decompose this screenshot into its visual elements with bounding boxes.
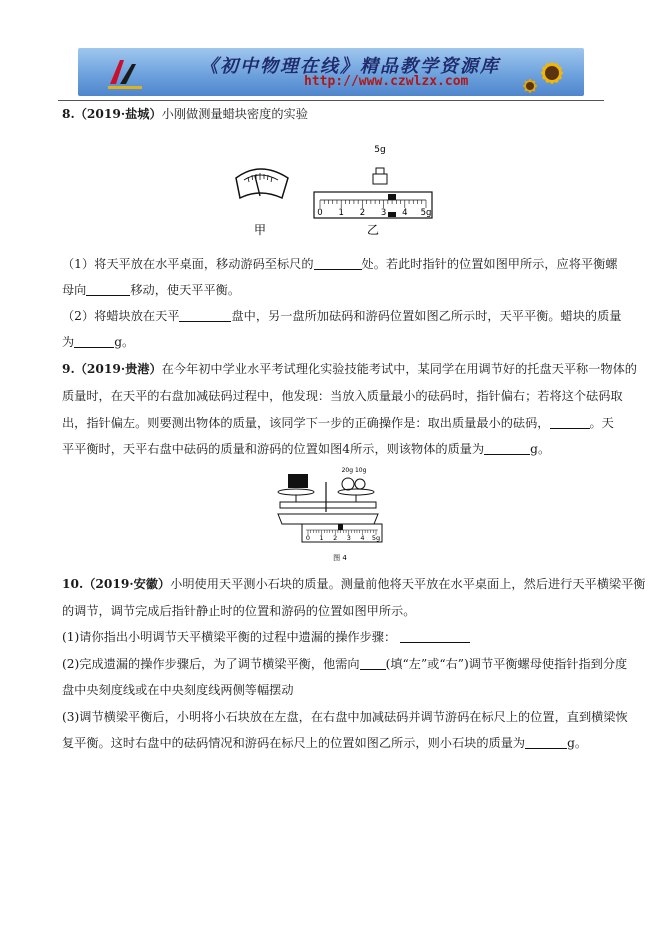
- ruler-tick-label: 0: [317, 208, 323, 218]
- q9-line3: [62, 412, 614, 434]
- rider-icon: [388, 194, 396, 200]
- q9-number: 9.: [62, 362, 75, 376]
- q10-text-1: 小明使用天平测小石块的质量。测量前他将天平放在水平桌面上，然后进行天平横梁平衡: [170, 577, 646, 591]
- q8-source: （2019·盐城）: [74, 107, 162, 121]
- q9-line4: [62, 438, 604, 460]
- q9-line1: [62, 358, 637, 380]
- q8-stem: 小刚做测量蜡块密度的实验: [161, 107, 308, 121]
- q8-part1-text-b: 处。若此时指针的位置如图甲所示，应将平衡螺: [361, 257, 618, 271]
- label-jia: 甲: [253, 223, 267, 237]
- site-title: 《初中物理在线》精品教学资源库: [200, 56, 500, 77]
- ruler-tick-label: 1: [319, 534, 324, 542]
- q9-text-4b: g。: [530, 442, 551, 456]
- weight-label: 5g: [374, 145, 386, 155]
- q8-blank-4[interactable]: [74, 333, 114, 348]
- q8-blank-1[interactable]: [314, 255, 362, 270]
- q8-part2-line1: [62, 305, 622, 327]
- q8-part1-text-a: （1）将天平放在水平桌面，移动游码至标尺的: [62, 257, 314, 271]
- q10-line1: [62, 573, 646, 595]
- sunflower-icon: [522, 50, 578, 96]
- q10-source: （2019·安徽）: [83, 577, 171, 591]
- q8-part2-text-a: （2）将蜡块放在天平: [62, 309, 180, 323]
- ruler-tick-label: 4: [402, 208, 408, 218]
- weight-icon-10g: [355, 479, 365, 489]
- q8-part1-line1: [62, 253, 618, 275]
- weights-label: 20g 10g: [341, 467, 367, 474]
- ruler-tick-label: 2: [333, 534, 338, 542]
- q8-part2-line2: [62, 331, 604, 353]
- q9-blank-2[interactable]: [484, 440, 530, 455]
- label-yi: 乙: [366, 223, 380, 237]
- ruler-tick-label: 0: [305, 534, 311, 542]
- q10-number: 10.: [62, 577, 84, 591]
- ruler-tick-label: 4: [360, 534, 365, 542]
- q9-text-1: 在今年初中学业水平考试理化实验技能考试中，某同学在用调节好的托盘天平称一物体的: [161, 362, 637, 376]
- header-banner: [78, 48, 584, 96]
- q9-text-4a: 平平衡时，天平右盘中砝码的质量和游码的位置如图4所示，则该物体的质量为: [62, 442, 485, 456]
- dial-scale-figure: [236, 169, 288, 237]
- weight-icon: [373, 174, 387, 184]
- q10-part2-line1: [62, 653, 628, 675]
- q9-line2: [62, 385, 623, 407]
- q8-blank-3[interactable]: [179, 307, 231, 322]
- ruler-tick-label: 5g: [371, 534, 381, 542]
- ruler-tick-label: 5g: [420, 208, 432, 218]
- q8-part1-text-c: 母向: [62, 283, 87, 297]
- object-block-icon: [288, 474, 308, 488]
- q8-blank-2[interactable]: [86, 281, 130, 296]
- q10-part1: [62, 626, 604, 648]
- q10-line2: [62, 600, 604, 622]
- q10-part3-text-c: g。: [567, 736, 588, 750]
- q10-part3-text-b: 复平衡。这时右盘中的砝码情况和游码在标尺上的位置如图乙所示，则小石块的质量为: [62, 736, 526, 750]
- q8-figure: [230, 140, 440, 240]
- q9-text-3b: 。天: [589, 416, 614, 430]
- q10-part2-text-b: (填“左”或“右”)调节平衡螺母使指针指到分度: [385, 657, 628, 671]
- weight-icon-20g: [342, 478, 354, 490]
- q8-number: 8.: [62, 107, 75, 121]
- q10-part3-line1: [62, 706, 628, 728]
- site-url[interactable]: http://www.czwlzx.com: [304, 74, 469, 89]
- q8-part1-line2: [62, 279, 604, 301]
- q10-part2-line2: [62, 679, 604, 701]
- ruler-tick-label: 3: [346, 534, 351, 542]
- q9-text-3a: 出，指针偏左。则要测出物体的质量，该同学下一步的正确操作是：取出质量最小的砝码，: [62, 416, 550, 430]
- logo-icon: [106, 54, 146, 92]
- q10-blank-1[interactable]: [400, 628, 470, 643]
- q8-part1-text-d: 移动，使天平平衡。: [130, 283, 241, 297]
- q9-blank-1[interactable]: [550, 414, 590, 429]
- q9-text-2: 质量时，在天平的右盘加减砝码过程中，他发现：当放入质量最小的砝码时，指针偏右；若将这个砝码取: [62, 389, 623, 403]
- q9-source: （2019·贵港）: [74, 362, 162, 376]
- q10-part2-text-a: (2)完成遗漏的操作步骤后，为了调节横梁平衡，他需向: [62, 657, 360, 671]
- q10-blank-2[interactable]: [360, 655, 386, 670]
- figure-4-caption: 图 4: [333, 554, 347, 562]
- q10-part3-text-a: (3)调节横梁平衡后，小明将小石块放在左盘，在右盘中加减砝码并调节游码在标尺上的位置，直到横梁恢: [62, 710, 628, 724]
- ruler-tick-label: 1: [338, 208, 344, 218]
- q8-title: [62, 103, 604, 125]
- q10-blank-3[interactable]: [525, 734, 567, 749]
- q10-part1-text: (1)请你指出小明调节天平横梁平衡的过程中遗漏的操作步骤：: [62, 630, 397, 644]
- header-rule: [58, 100, 604, 101]
- ruler-tick-label: 3: [380, 208, 387, 218]
- q8-part2-text-b: 盘中，另一盘所加砝码和游码位置如图乙所示时，天平平衡。蜡块的质量: [231, 309, 622, 323]
- q8-part2-text-c: 为: [62, 335, 75, 349]
- q10-part2-text-c: 盘中央刻度线或在中央刻度线两侧等幅摆动: [62, 683, 294, 697]
- ruler-figure: [314, 145, 432, 237]
- q9-figure: [270, 462, 386, 568]
- ruler-tick-label: 2: [359, 208, 366, 218]
- q10-text-2: 的调节，调节完成后指针静止时的位置和游码的位置如图甲所示。: [62, 604, 416, 618]
- q8-part2-text-d: g。: [114, 335, 135, 349]
- q10-part3-line2: [62, 732, 604, 754]
- rider-icon: [338, 524, 343, 530]
